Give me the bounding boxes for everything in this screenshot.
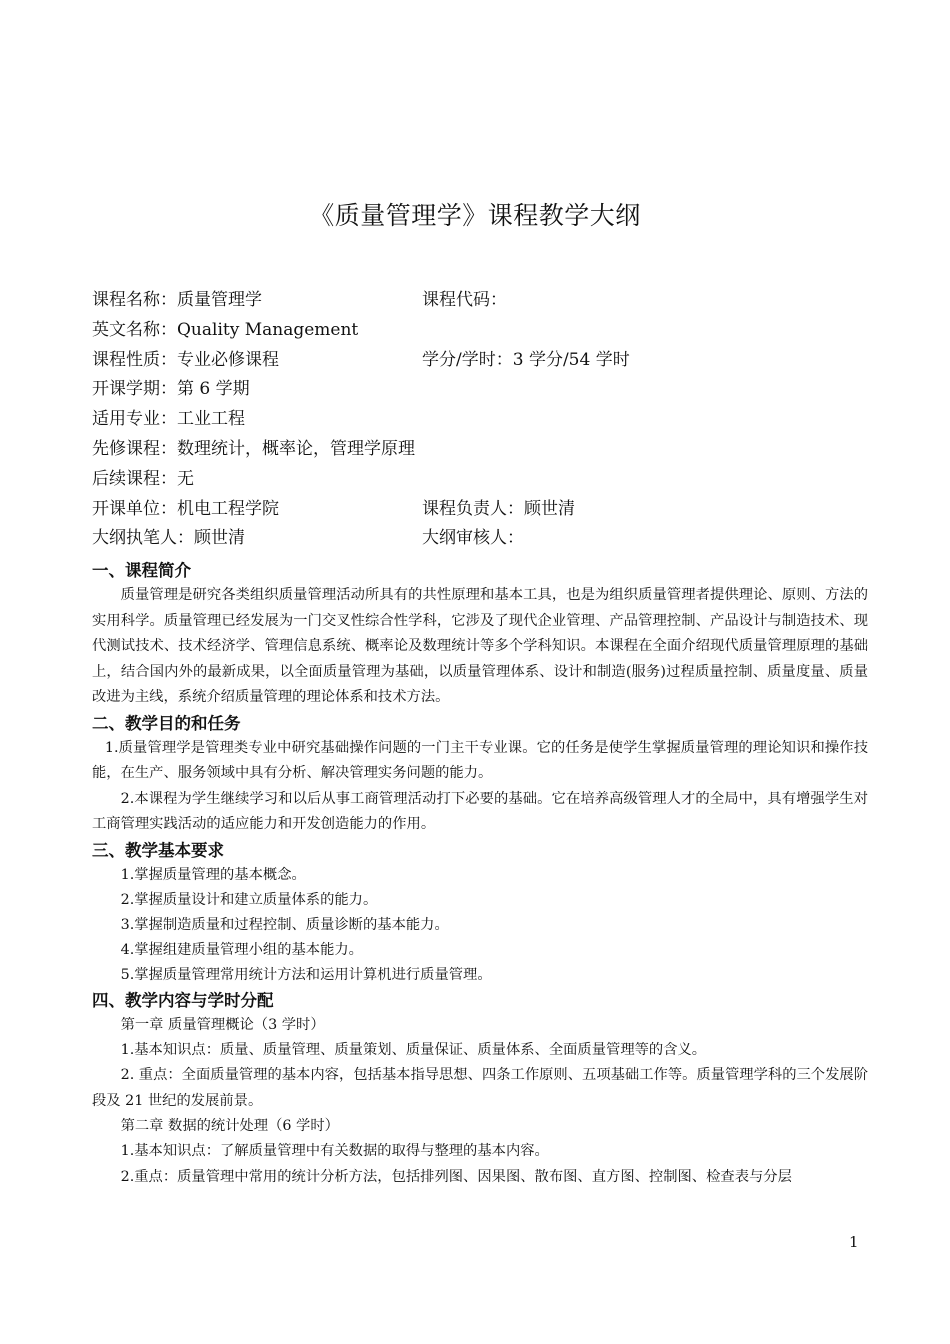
syllabus-reviewer: 大纲审核人： [422, 528, 524, 549]
info-row [92, 465, 872, 495]
page-number: 1 [849, 1233, 859, 1251]
course-name: 课程名称：质量管理学 [92, 290, 262, 310]
course-nature: 课程性质：专业必修课程 [92, 349, 279, 370]
syllabus-body [92, 558, 868, 1190]
info-row [92, 495, 872, 525]
info-row [92, 346, 872, 376]
chapter-1-key-points: 2. 重点：全面质量管理的基本内容，包括基本指导思想、四条工作原则、五项基础工作等。质量管理学科的三个发展阶段及 21 世纪的发展前景。 [92, 1067, 868, 1109]
semester: 开课学期：第 6 学期 [92, 379, 250, 400]
follow-up-courses: 后续课程：无 [92, 468, 194, 489]
section-heading-requirements: 三、教学基本要求 [92, 840, 224, 860]
course-info-block [92, 286, 872, 554]
syllabus-writer: 大纲执笔人：顾世清 [92, 528, 245, 549]
requirement-item: 2.掌握质量设计和建立质量体系的能力。 [120, 891, 378, 908]
requirement-item: 4.掌握组建质量管理小组的基本能力。 [120, 941, 363, 958]
chapter-1-knowledge: 1.基本知识点：质量、质量管理、质量策划、质量保证、质量体系、全面质量管理等的含义。 [120, 1041, 707, 1058]
major: 适用专业：工业工程 [92, 409, 245, 430]
document-title: 《质量管理学》课程教学大纲 [309, 201, 641, 230]
section-heading-intro: 一、课程简介 [92, 561, 191, 580]
chapter-2-key-points: 2.重点：质量管理中常用的统计分析方法，包括排列图、因果图、散布图、直方图、控制图、检查表与分层 [120, 1168, 792, 1185]
chapter-2-title: 第二章 数据的统计处理（6 学时） [120, 1118, 339, 1134]
credits-hours: 学分/学时：3 学分/54 学时 [422, 349, 630, 370]
info-row [92, 286, 872, 316]
course-leader: 课程负责人：顾世清 [422, 498, 575, 519]
info-row [92, 524, 872, 554]
chapter-2-knowledge: 1.基本知识点：了解质量管理中有关数据的取得与整理的基本内容。 [120, 1143, 549, 1159]
info-row [92, 316, 872, 346]
section-heading-content: 四、教学内容与学时分配 [92, 990, 274, 1010]
info-row [92, 405, 872, 435]
requirement-item: 3.掌握制造质量和过程控制、质量诊断的基本能力。 [120, 916, 449, 933]
goals-paragraph-1: 1.质量管理学是管理类专业中研究基础操作问题的一门主干专业课。它的任务是使学生掌握质量管理的理论知识和操作技能，在生产、服务领域中具有分析、解决管理实务问题的能力。 [92, 739, 868, 781]
goals-paragraph-2: 2.本课程为学生继续学习和以后从事工商管理活动打下必要的基础。它在培养高级管理人才的全局中，具有增强学生对工商管理实践活动的适应能力和开发创造能力的作用。 [92, 790, 868, 832]
requirement-item: 5.掌握质量管理常用统计方法和运用计算机进行质量管理。 [120, 966, 492, 983]
requirement-item: 1.掌握质量管理的基本概念。 [120, 866, 306, 883]
chapter-1-title: 第一章 质量管理概论（3 学时） [120, 1016, 325, 1033]
course-code: 课程代码： [422, 290, 507, 310]
prerequisites: 先修课程：数理统计，概率论，管理学原理 [92, 438, 415, 459]
info-row [92, 435, 872, 465]
info-row [92, 375, 872, 405]
section-heading-goals: 二、教学目的和任务 [92, 713, 241, 733]
intro-paragraph: 质量管理是研究各类组织质量管理活动所具有的共性原理和基本工具，也是为组织质量管理者提供理论、原则、方法的实用科学。质量管理已经发展为一门交叉性综合性学科，它涉及了现代企业管理、产品管理控制、产品设计与制造技术、现代测试技术、技术经济学、管理信息系统、概率论及数理统计等多个学科知识。本课程在全面介绍现代质量管理原理的基础上，结合国内外的最新成果，以全面质量管理为基础，以质量管理体系、设计和制造(服务)过程质量控制、质量度量、质量改进为主线，系统介绍质量管理的理论体系和技术方法。 [92, 587, 868, 705]
department: 开课单位：机电工程学院 [92, 498, 279, 519]
english-name: 英文名称：Quality Management [92, 319, 359, 340]
